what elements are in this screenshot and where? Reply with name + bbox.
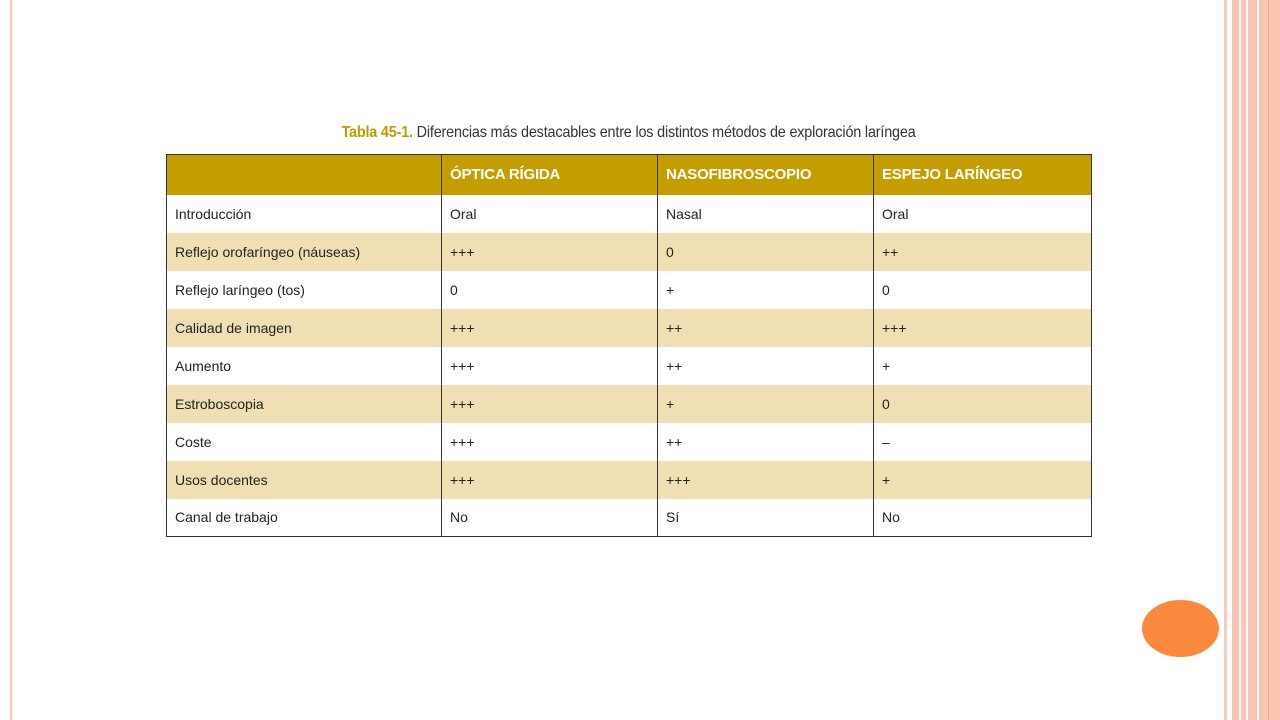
caption-label: Tabla 45-1.: [341, 124, 413, 141]
table-cell: ++: [874, 233, 1092, 271]
table-cell: No: [442, 499, 658, 537]
table-row: [167, 499, 1092, 537]
table-cell: 0: [658, 233, 874, 271]
table-cell: +++: [442, 233, 658, 271]
table-row: [167, 461, 1092, 499]
table-cell: 0: [874, 385, 1092, 423]
header-cell: ESPEJO LARÍNGEO: [874, 155, 1092, 195]
table-row: [167, 271, 1092, 309]
table-row: [167, 385, 1092, 423]
table-cell: ++: [658, 423, 874, 461]
table-cell: +: [658, 385, 874, 423]
table-cell: No: [874, 499, 1092, 537]
table-cell: +++: [874, 309, 1092, 347]
table-cell: +: [658, 271, 874, 309]
table-row: [167, 423, 1092, 461]
header-cell: ÓPTICA RÍGIDA: [442, 155, 658, 195]
table-row: [167, 309, 1092, 347]
table-cell: ++: [658, 309, 874, 347]
table-row: [167, 347, 1092, 385]
table-cell: +++: [442, 309, 658, 347]
table-cell: +++: [442, 385, 658, 423]
row-label: Coste: [167, 423, 442, 461]
row-label: Aumento: [167, 347, 442, 385]
table-cell: +: [874, 461, 1092, 499]
table-cell: Oral: [874, 195, 1092, 233]
row-label: Reflejo laríngeo (tos): [167, 271, 442, 309]
comparison-table: [166, 154, 1092, 537]
table-cell: +++: [442, 423, 658, 461]
table-row: [167, 233, 1092, 271]
table-cell: +: [874, 347, 1092, 385]
row-label: Canal de trabajo: [167, 499, 442, 537]
left-border-line: [10, 0, 12, 720]
row-label: Introducción: [167, 195, 442, 233]
table-cell: 0: [874, 271, 1092, 309]
table-cell: 0: [442, 271, 658, 309]
right-decorative-stripes: [1224, 0, 1280, 720]
table-cell: ++: [658, 347, 874, 385]
table-caption: [212, 124, 1045, 142]
table-cell: +++: [442, 461, 658, 499]
table-cell: Nasal: [658, 195, 874, 233]
table-cell: +++: [658, 461, 874, 499]
row-label: Usos docentes: [167, 461, 442, 499]
table-row: [167, 195, 1092, 233]
orange-circle-decoration: [1142, 600, 1219, 657]
caption-text: Diferencias más destacables entre los distintos métodos de exploración laríngea: [412, 124, 916, 141]
table-cell: Oral: [442, 195, 658, 233]
table-header-row: [167, 155, 1092, 195]
row-label: Estroboscopia: [167, 385, 442, 423]
header-cell: NASOFIBROSCOPIO: [658, 155, 874, 195]
table-cell: +++: [442, 347, 658, 385]
table-cell: –: [874, 423, 1092, 461]
row-label: Reflejo orofaríngeo (náuseas): [167, 233, 442, 271]
table-cell: Sí: [658, 499, 874, 537]
row-label: Calidad de imagen: [167, 309, 442, 347]
header-cell: [167, 155, 442, 195]
